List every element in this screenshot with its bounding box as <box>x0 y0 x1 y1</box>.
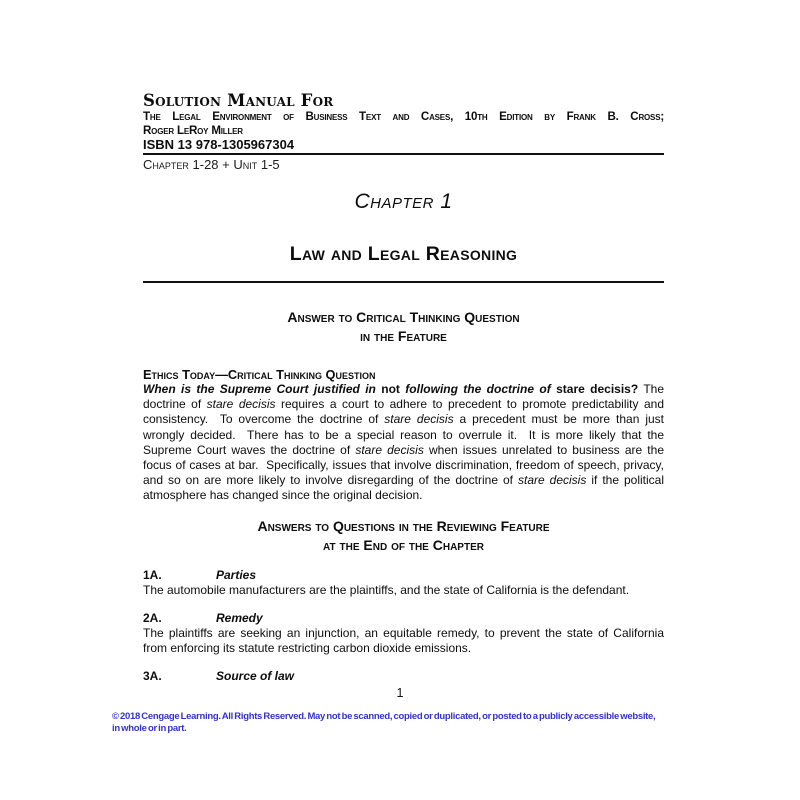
question-title: Remedy <box>216 610 263 625</box>
page-number: 1 <box>396 686 404 700</box>
copyright-notice: © 2018 Cengage Learning. All Rights Reserved. May not be scanned, copied or duplicated, or posted to a publicly accessible website, in whole or in part. <box>112 711 656 734</box>
reviewing-feature-heading-line-2: at the End of the Chapter <box>323 536 484 553</box>
question-title: Parties <box>216 567 257 582</box>
question-answer: The automobile manufacturers are the plaintiffs, and the state of California is the defendant. <box>143 582 630 597</box>
critical-thinking-heading-line-2: in the Feature <box>360 328 447 344</box>
critical-thinking-heading-line-1: Answer to Critical Thinking Question <box>287 309 520 325</box>
question-item-3a <box>143 669 664 684</box>
question-answer: The plaintiffs are seeking an injunction, an equitable remedy, to prevent the state of California from enforcing its statute restricting carbon dioxide emissions. <box>143 625 664 655</box>
reviewing-feature-heading-line-1: Answers to Questions in the Reviewing Feature <box>257 517 550 534</box>
ethics-today-heading: Ethics Today—Critical Thinking Question <box>143 367 376 382</box>
book-title-line-1: The Legal Environment of Business Text and Cases, 10th Edition by Frank B. Cross; <box>143 110 664 123</box>
chapter-range: Chapter 1-28 + Unit 1-5 <box>143 157 280 172</box>
question-number: 2A. <box>143 610 162 625</box>
section-divider-rule <box>143 281 664 283</box>
question-number: 1A. <box>143 567 162 582</box>
document-page <box>143 91 664 684</box>
isbn-number: ISBN 13 978-1305967304 <box>143 137 664 155</box>
ethics-answer-paragraph: When is the Supreme Court justified in not following the doctrine of stare decisis? The doctrine of stare decisis requires a court to adhere to precedent to promote predictability and consistency. To overcome the doctrine of stare decisis a precedent must be more than just wrongly decided. There has to be a special reason to overrule it. It is more likely that the Supreme Court waves the doctrine of stare decisis when issues unrelated to business are the focus of cases at bar. Specifically, issues that involve discrimination, freedom of speech, privacy, and so on are more likely to involve disregarding of the doctrine of stare decisis if the political atmosphere has changed since the original decision. <box>143 382 665 503</box>
critical-thinking-section-heading <box>143 308 664 346</box>
solution-manual-brand: Solution Manual For <box>143 91 334 110</box>
book-title-line-2: Roger LeRoy Miller <box>143 123 243 137</box>
chapter-number-heading: Chapter 1 <box>354 190 453 213</box>
question-item-1a <box>143 568 664 598</box>
reviewing-feature-section-heading <box>143 517 664 555</box>
chapter-title-heading: Law and Legal Reasoning <box>289 243 518 265</box>
question-title: Source of law <box>216 668 295 683</box>
question-number: 3A. <box>143 668 162 683</box>
question-item-2a <box>143 611 664 656</box>
